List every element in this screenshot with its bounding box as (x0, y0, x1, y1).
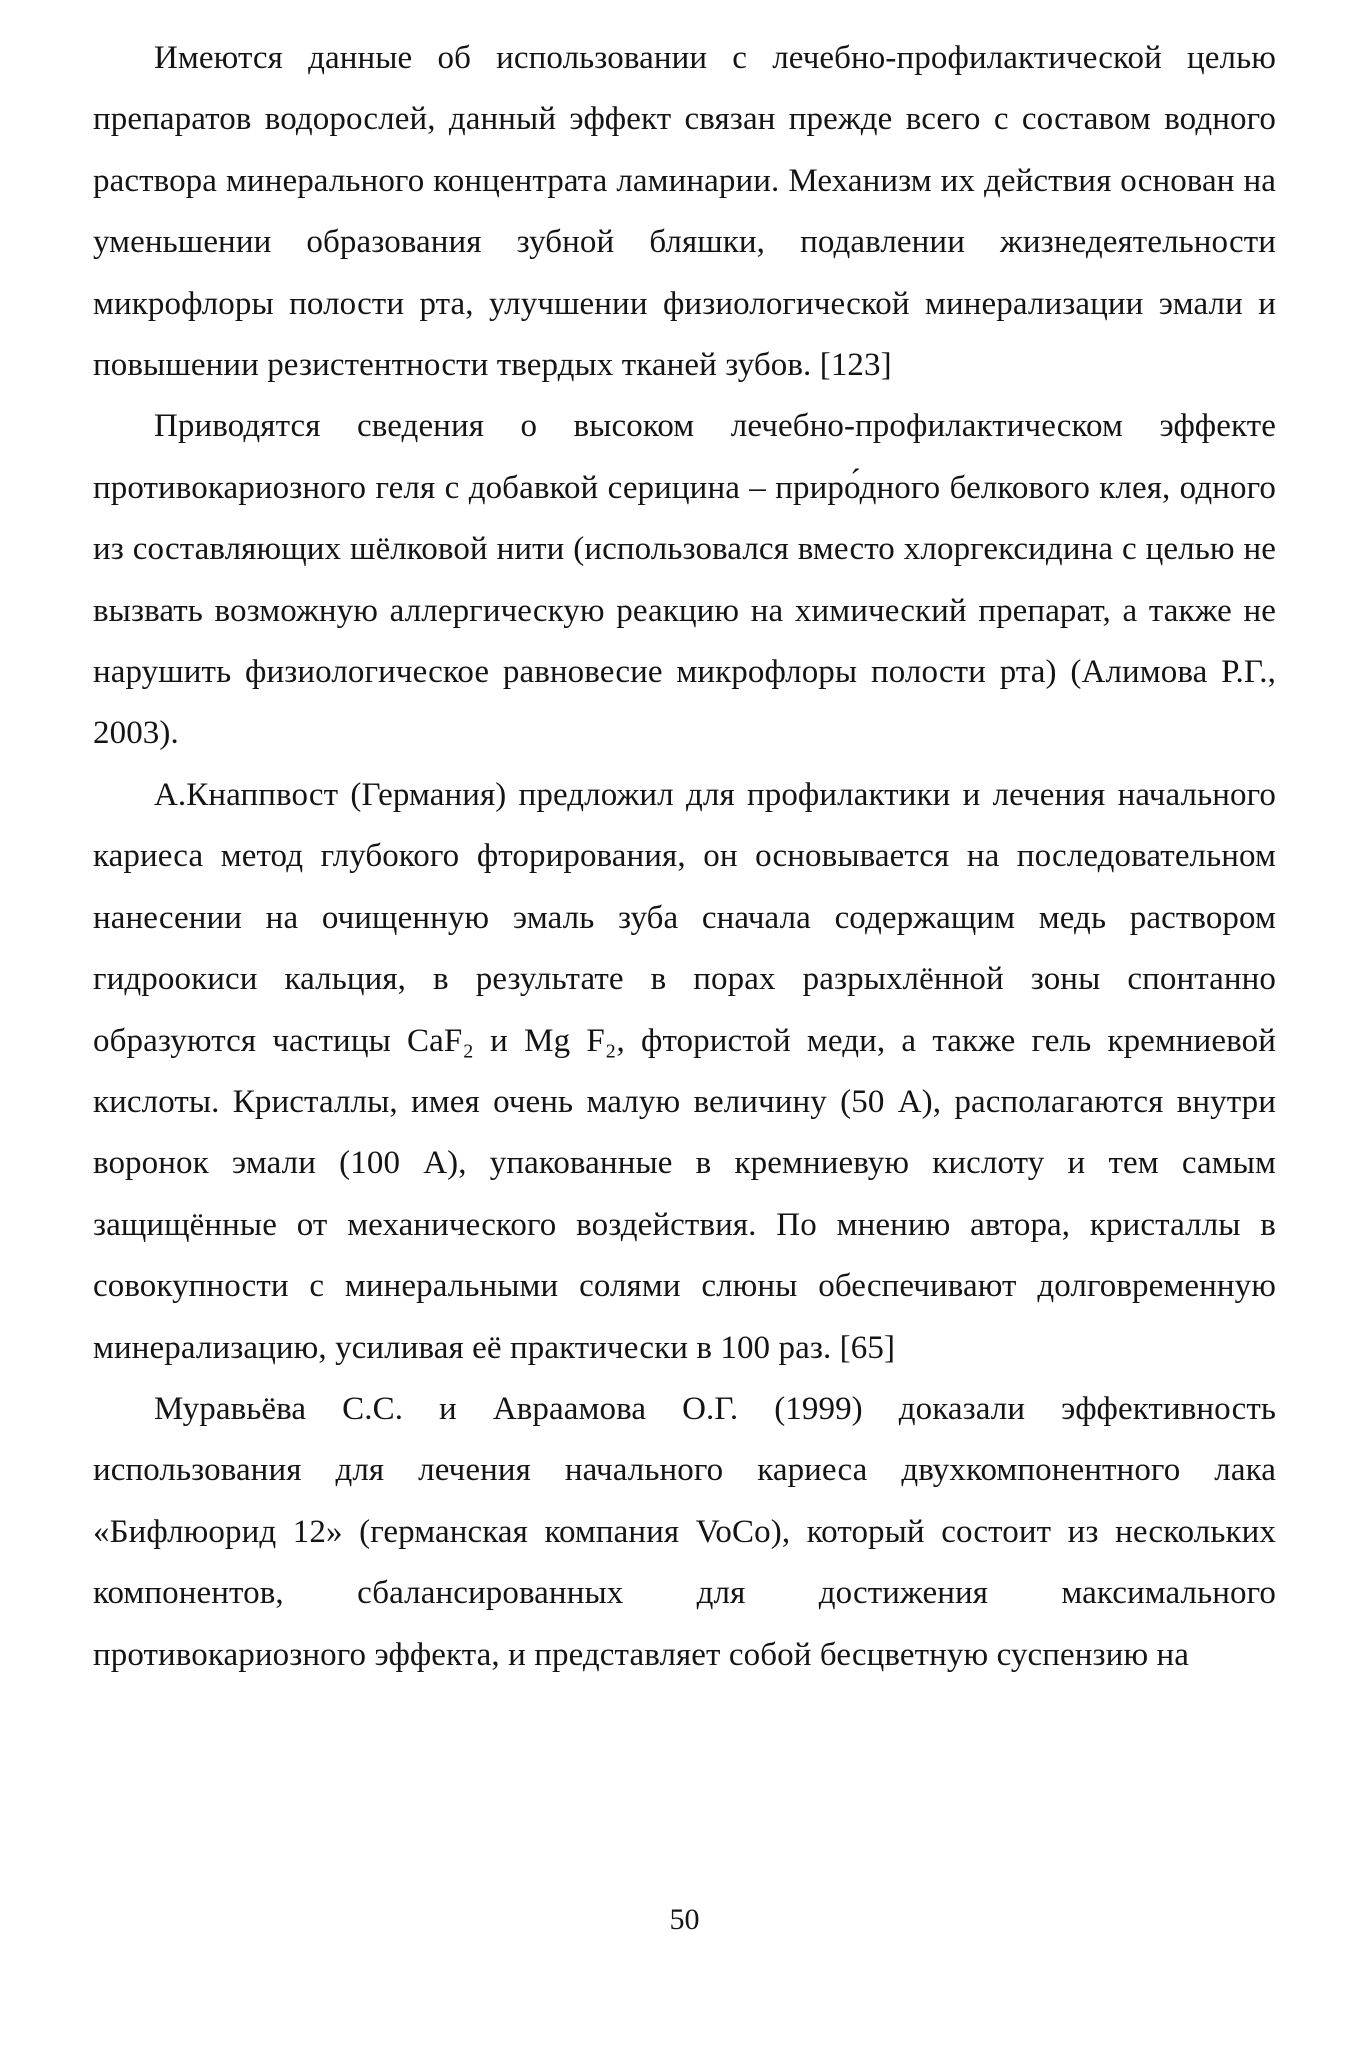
paragraph-deep-fluoridation: А.Кнаппвост (Германия) предложил для профилактики и лечения начального кариеса метод глубокого фторирования, он основывается на последовательном нанесении на очищенную эмаль зуба сначала содержащим медь раствором гидроокиси кальция, в результате в порах разрыхлённой зоны спонтанно образуются частицы CaF₂ и Mg F₂, фтористой меди, а также гель кремниевой кислоты. Кристаллы, имея очень малую величину (50 А), располагаются внутри воронок эмали (100 А), упакованные в кремниевую кислоту и тем самым защищённые от механического воздействия. По мнению автора, кристаллы в совокупности с минеральными солями слюны обеспечивают долговременную минерализацию, усиливая её практически в 100 раз. [65] (93, 776, 1276, 1366)
paragraph-sericin-gel: Приводятся сведения о высоком лечебно-профилактическом эффекте противокариозного геля с добавкой серицина – приро́дного белкового клея, одного из составляющих шёлковой нити (использовался вместо хлоргексидина с целью не вызвать возможную аллергическую реакцию на химический препарат, а также не нарушить физиологическое равновесие микрофлоры полости рта) (Алимова Р.Г., 2003). (93, 408, 1276, 752)
page-number: 50 (669, 1903, 700, 1936)
paragraph-seaweed-preparations: Имеются данные об использовании с лечебно-профилактической целью препаратов водорослей, данный эффект связан прежде всего с составом водного раствора минерального концентрата ламинарии. Механизм их действия основан на уменьшении образования зубной бляшки, подавлении жизнедеятельности микрофлоры полости рта, улучшении физиологической минерализации эмали и повышении резистентности твердых тканей зубов. [123] (93, 40, 1276, 384)
body-text (93, 28, 1276, 1686)
paragraph-bifluorid-varnish: Муравьёва С.С. и Авраамова О.Г. (1999) доказали эффективность использования для лечения начального кариеса двухкомпонентного лака «Бифлюорид 12» (германская компания VoCo), который состоит из нескольких компонентов, сбалансированных для достижения максимального противокариозного эффекта, и представляет собой бесцветную суспензию на (93, 1390, 1276, 1673)
